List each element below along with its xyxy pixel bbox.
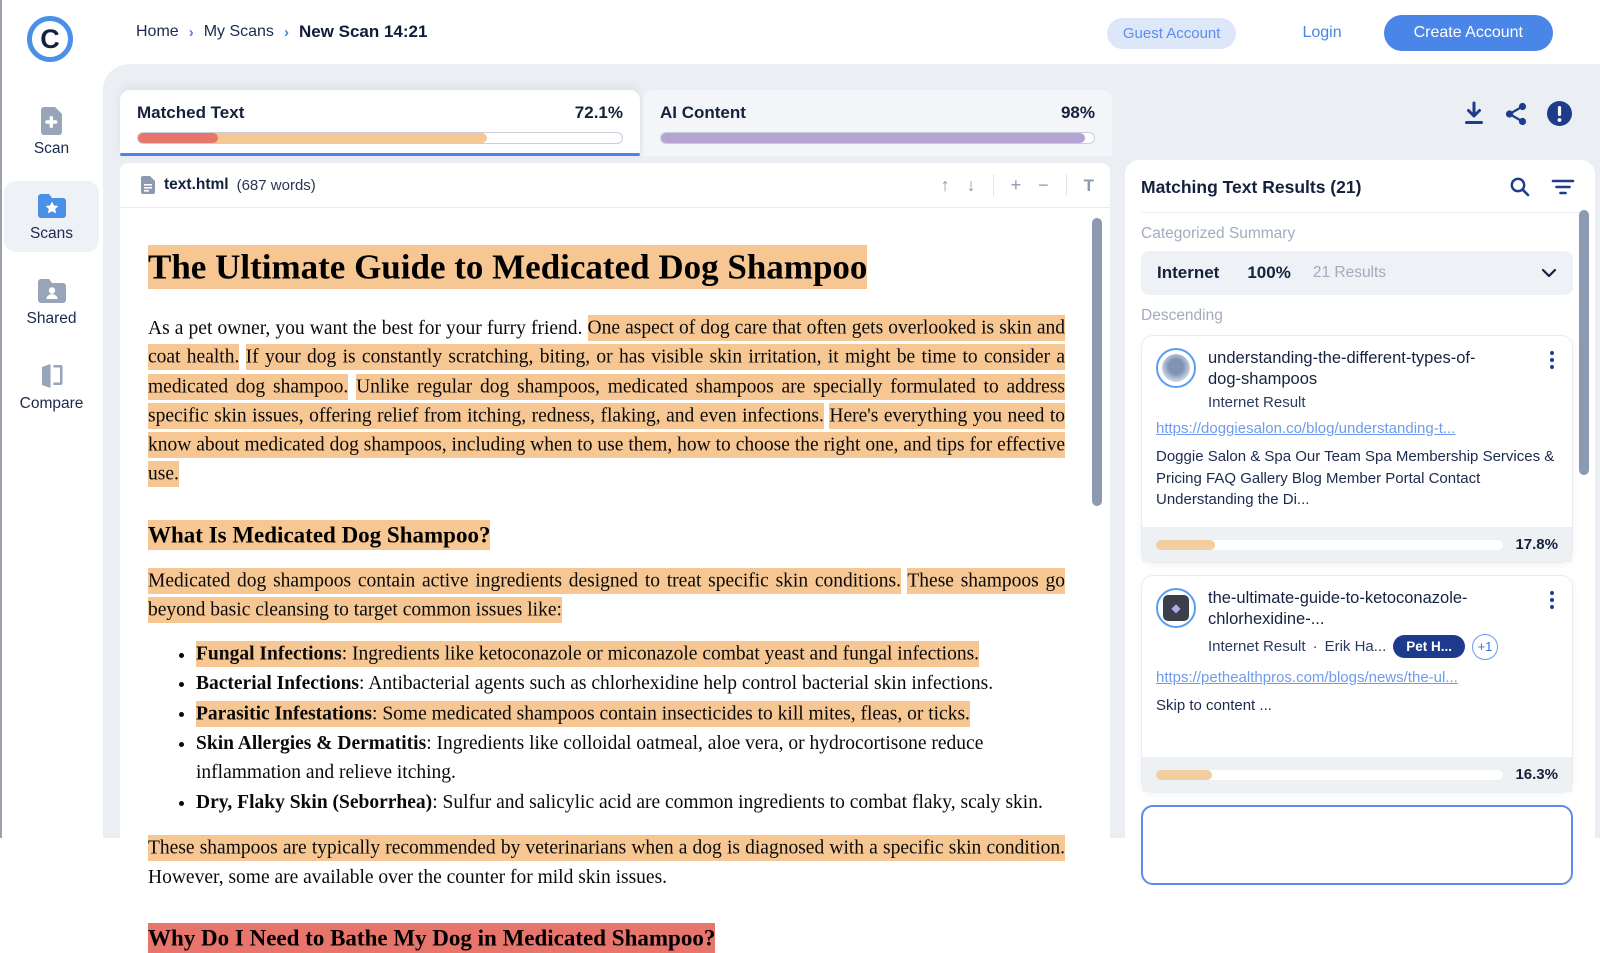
result-snippet: Skip to content ...: [1156, 696, 1272, 714]
result-type: Internet Result: [1208, 638, 1306, 656]
document-list-item: • Bacterial Infections: Antibacterial agents such as chlorhexidine help control bacterial skin infections.: [196, 670, 1065, 699]
login-link[interactable]: Login: [1302, 24, 1342, 41]
result-match-percent: 17.8%: [1515, 536, 1558, 553]
prev-match-icon[interactable]: ↑: [940, 175, 950, 195]
file-bar: [120, 163, 1110, 208]
matched-bar-red: [138, 133, 218, 143]
toolbar-divider: [993, 174, 994, 196]
document-toolbar: [941, 174, 1094, 196]
document-heading: [148, 244, 1065, 290]
result-source-tag[interactable]: Pet H...: [1393, 635, 1465, 658]
document-content: [120, 208, 1095, 953]
result-match-footer: [1142, 527, 1572, 562]
results-scrollbar[interactable]: [1579, 210, 1589, 475]
result-url-link[interactable]: https://pethealthpros.com/blogs/news/the-ul...: [1156, 668, 1458, 686]
matched-text-highlight[interactable]: These shampoos are typically recommended by veterinarians when a dog is diagnosed with a specific skin condition.: [148, 835, 1065, 861]
summary-internet-row[interactable]: [1141, 251, 1573, 295]
result-title[interactable]: understanding-the-different-types-of-dog-shampoos: [1208, 349, 1476, 389]
sidebar-item-label: Compare: [19, 395, 84, 412]
document-paragraph: As a pet owner, you want the best for your furry friend. One aspect of dog care that often gets overlooked is skin and coat health. If your dog is constantly scratching, biting, or has visible skin irritation, it might be time to consider a medicated dog shampoo. Unlike regular dog shampoos, medicated shampoos are specially formulated to address specific skin issues, offering relief from itching, redness, flaking, and even infections. Here's everything you need to know about medicated dog shampoos, including when to use them, how to choose the right one, and tips for effective use.: [148, 314, 1065, 490]
breadcrumb-my-scans[interactable]: My Scans: [203, 23, 274, 40]
top-header: [103, 0, 1600, 64]
document-paragraph: [148, 566, 1065, 625]
result-card[interactable]: [1141, 575, 1573, 793]
matched-text-highlight[interactable]: If your dog is constantly scratching, biting, or has visible skin irritation, it might be time to consider a medicated dog shampoo.: [148, 344, 1065, 399]
result-card-partial[interactable]: [1141, 805, 1573, 885]
result-snippet: Doggie Salon & Spa Our Team Spa Membership Services & Pricing FAQ Gallery Blog Member Portal Contact Understanding the Di...: [1156, 447, 1555, 509]
active-tab-indicator: [120, 153, 640, 156]
results-list: [1141, 335, 1573, 793]
result-title[interactable]: the-ultimate-guide-to-ketoconazole-chlorhexidine-...: [1208, 589, 1468, 629]
matched-text-bar: [137, 132, 623, 144]
document-scrollbar[interactable]: [1092, 218, 1102, 506]
sort-order-label[interactable]: Descending: [1141, 307, 1223, 324]
sidebar-item-label: Scan: [33, 140, 70, 157]
summary-category: Internet: [1157, 263, 1220, 282]
result-type: Internet Result: [1208, 393, 1306, 411]
meta-separator: ·: [1312, 638, 1318, 656]
result-card-body: [1142, 576, 1572, 757]
zoom-in-icon[interactable]: +: [1010, 175, 1022, 195]
document-paragraph: These shampoos are typically recommended by veterinarians when a dog is diagnosed with a specific skin condition. However, some are available over the counter for mild skin issues.: [148, 834, 1065, 893]
result-match-percent: 16.3%: [1515, 766, 1558, 783]
panel-divider: [1141, 212, 1579, 213]
sidebar-nav: [0, 96, 103, 436]
matched-text-highlight[interactable]: One aspect of dog care that often gets overlooked is skin and coat health.: [148, 315, 1065, 370]
matched-text-highlight[interactable]: What Is Medicated Dog Shampoo?: [148, 520, 490, 550]
shared-folder-icon: [37, 276, 67, 306]
matched-text-highlight[interactable]: Here's everything you need to know about medicated dog shampoos, including when to use them, how to choose the right one, and tips for effective use.: [148, 403, 1065, 488]
text-size-icon[interactable]: T: [1083, 175, 1094, 195]
result-card-body: [1142, 336, 1572, 527]
document-list-item: • Skin Allergies & Dermatitis: Ingredients like colloidal oatmeal, aloe vera, or hydrocortisone reduce inflammation and relieve itching.: [196, 730, 1065, 788]
results-panel-title: Matching Text Results (21): [1141, 176, 1362, 197]
compare-icon: [37, 361, 67, 391]
sidebar-item-shared[interactable]: [4, 266, 99, 337]
app-logo[interactable]: C: [27, 16, 73, 62]
next-match-icon[interactable]: ↓: [966, 175, 976, 195]
sidebar-item-compare[interactable]: [4, 351, 99, 422]
search-icon[interactable]: [1509, 176, 1531, 198]
document-list: [178, 641, 1065, 818]
file-icon: [140, 175, 156, 195]
matched-text-highlight[interactable]: These shampoos go beyond basic cleansing to target common issues like:: [148, 568, 1065, 623]
matched-text-highlight[interactable]: Fungal Infections: Ingredients like ketoconazole or miconazole combat yeast and fungal infections.: [196, 641, 979, 667]
scan-actions: [1462, 100, 1573, 127]
guest-account-badge: Guest Account: [1107, 18, 1237, 49]
file-name: text.html: [164, 176, 229, 193]
sidebar-item-label: Shared: [26, 310, 77, 327]
header-actions: [1107, 15, 1553, 51]
result-url-link[interactable]: https://doggiesalon.co/blog/understanding-t...: [1156, 419, 1456, 437]
result-meta: [1208, 394, 1558, 411]
doggiesalon-favicon: [1156, 348, 1196, 388]
breadcrumb: [136, 22, 427, 42]
result-author: Erik Ha...: [1324, 638, 1387, 656]
file-word-count: (687 words): [236, 176, 316, 194]
chevron-down-icon: [1541, 268, 1557, 278]
chevron-right-icon: ›: [188, 23, 194, 41]
matched-text-value: 72.1%: [574, 103, 623, 122]
create-account-button[interactable]: Create Account: [1384, 15, 1553, 51]
more-tags-badge[interactable]: +1: [1472, 634, 1498, 660]
sidebar-item-scans[interactable]: [4, 181, 99, 252]
matched-text-label: Matched Text: [137, 103, 245, 122]
summary-count: 21 Results: [1312, 264, 1387, 281]
tab-ai-content[interactable]: [643, 90, 1112, 156]
toolbar-divider: [1066, 174, 1067, 196]
download-icon[interactable]: [1462, 101, 1486, 127]
matched-text-highlight[interactable]: Medicated dog shampoos contain active ingredients designed to treat specific skin conditions.: [148, 568, 901, 594]
window-edge: [0, 0, 2, 838]
matching-results-panel: [1125, 160, 1595, 838]
breadcrumb-home[interactable]: Home: [136, 23, 179, 40]
result-match-bar: [1156, 770, 1503, 780]
matched-text-highlight[interactable]: Unlike regular dog shampoos, medicated shampoos are specially formulated to address specific skin issues, offering relief from itching, redness, flaking, and even infections.: [148, 374, 1065, 429]
document-heading: [148, 519, 1065, 550]
breadcrumb-current: New Scan 14:21: [298, 22, 428, 41]
ai-content-bar: [660, 132, 1095, 144]
zoom-out-icon[interactable]: −: [1038, 175, 1049, 195]
kebab-menu-icon[interactable]: [1546, 588, 1558, 631]
scans-folder-icon: [37, 191, 67, 221]
chevron-right-icon: ›: [283, 23, 289, 41]
sidebar-item-scan[interactable]: [4, 96, 99, 167]
document-heading: [148, 922, 1065, 953]
result-card[interactable]: [1141, 335, 1573, 563]
ai-bar-fill: [661, 133, 1085, 143]
ai-content-value: 98%: [1060, 103, 1095, 122]
summary-percent: 100%: [1247, 263, 1291, 282]
document-panel: [120, 163, 1110, 951]
result-match-bar: [1156, 540, 1503, 550]
sidebar: [0, 0, 103, 838]
filter-icon[interactable]: [1551, 177, 1575, 197]
matched-text-highlight[interactable]: The Ultimate Guide to Medicated Dog Shampoo: [148, 245, 867, 289]
share-icon[interactable]: [1504, 101, 1528, 127]
document-list-item: [196, 700, 1065, 729]
document-list-item: • Dry, Flaky Skin (Seborrhea): Sulfur and salicylic acid are common ingredients to combat flaky, scaly skin.: [196, 789, 1065, 818]
tab-matched-text[interactable]: [120, 90, 640, 156]
result-match-footer: [1142, 757, 1572, 792]
result-meta: [1208, 634, 1558, 660]
matched-text-highlight[interactable]: Parasitic Infestations: Some medicated shampoos contain insecticides to kill mites, fleas, or ticks.: [196, 701, 970, 727]
ai-content-label: AI Content: [660, 103, 746, 122]
kebab-menu-icon[interactable]: [1546, 348, 1558, 391]
scan-new-icon: [37, 106, 67, 136]
pethealthpros-favicon: ◆: [1156, 588, 1196, 628]
categorized-summary-label: Categorized Summary: [1141, 225, 1296, 242]
alert-icon[interactable]: [1546, 100, 1573, 127]
ai-match-highlight[interactable]: Why Do I Need to Bathe My Dog in Medicated Shampoo?: [148, 923, 715, 953]
sidebar-item-label: Scans: [29, 225, 74, 242]
document-list-item: [196, 641, 1065, 670]
